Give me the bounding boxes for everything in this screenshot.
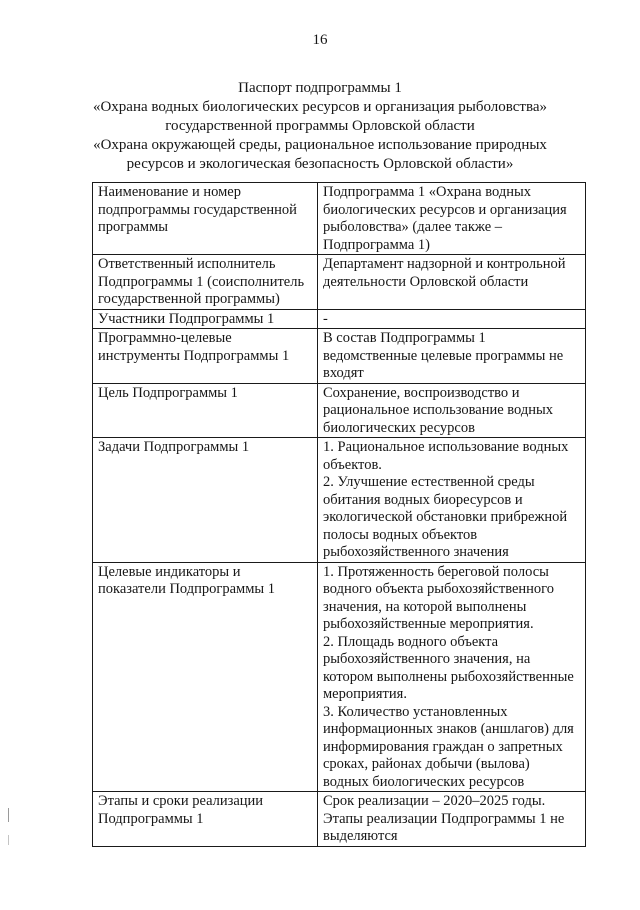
row-value-indicators: 1. Протяженность береговой полосы водного объекта рыбохозяйственного значения, на которой выполнены рыбохозяйственные мероприятия. 2. Площадь водного объекта рыбохозяйственного значения, на котором выполнены рыбохозяйственные мероприятия. 3. Количество установленных информационных знаков (аншлагов) для информирования граждан о запретных сроках, районах добычи (вылова) водных биологических ресурсов: [323, 563, 574, 790]
row-label-instruments: Программно-целевые инструменты Подпрограммы 1: [98, 330, 290, 364]
row-label-name: Наименование и номер подпрограммы государственной программы: [98, 184, 297, 235]
passport-title: [60, 79, 580, 174]
table-row: [93, 255, 586, 310]
row-value-tasks: 1. Рациональное использование водных объектов. 2. Улучшение естественной среды обитания водных биоресурсов и экологической обстановки прибрежной полосы водных объектов рыбохозяйственного значения: [323, 439, 569, 560]
row-value-participants: -: [323, 310, 328, 327]
row-label-cell: [93, 183, 318, 255]
row-label-cell: [93, 562, 318, 792]
row-label-cell: [93, 383, 318, 438]
table-row: [93, 792, 586, 847]
row-label-executor: Ответственный исполнитель Подпрограммы 1 (соисполнитель государственной программы): [98, 256, 305, 307]
title-line-4: «Охрана окружающей среды, рациональное использование природных: [93, 137, 547, 153]
title-line-3: государственной программы Орловской области: [165, 118, 475, 134]
row-value-cell: [318, 183, 586, 255]
title-line-2: «Охрана водных биологических ресурсов и организация рыболовства»: [92, 99, 548, 115]
row-value-stages: Срок реализации – 2020–2025 годы. Этапы реализации Подпрограммы 1 не выделяются: [323, 793, 565, 844]
row-label-tasks: Задачи Подпрограммы 1: [98, 439, 250, 455]
row-label-cell: [93, 309, 318, 329]
row-label-cell: [93, 438, 318, 563]
table-row: [93, 183, 586, 255]
scan-mark: [8, 835, 9, 845]
row-value-cell: [318, 309, 586, 329]
passport-table: [92, 182, 586, 847]
row-label-cell: [93, 255, 318, 310]
row-value-cell: [318, 438, 586, 563]
table-row: [93, 562, 586, 792]
table-row: [93, 438, 586, 563]
row-value-cell: [318, 255, 586, 310]
page-number: 16: [312, 32, 328, 48]
title-line-5: ресурсов и экологическая безопасность Орловской области»: [126, 156, 514, 172]
row-label-cell: [93, 329, 318, 384]
row-label-cell: [93, 792, 318, 847]
row-label-goal: Цель Подпрограммы 1: [98, 384, 238, 401]
row-value-cell: [318, 562, 586, 792]
row-value-cell: [318, 329, 586, 384]
scan-mark: [8, 808, 9, 822]
table-row: [93, 329, 586, 384]
row-value-goal: Сохранение, воспроизводство и рациональное использование водных биологических ресурсов: [323, 384, 554, 436]
title-line-1: Паспорт подпрограммы 1: [238, 80, 402, 96]
table-row: [93, 309, 586, 329]
row-label-participants: Участники Подпрограммы 1: [98, 310, 275, 327]
row-value-cell: [318, 383, 586, 438]
row-value-executor: Департамент надзорной и контрольной деятельности Орловской области: [323, 256, 566, 290]
table-row: [93, 383, 586, 438]
row-value-instruments: В состав Подпрограммы 1 ведомственные целевые программы не входят: [323, 330, 564, 381]
row-label-stages: Этапы и сроки реализации Подпрограммы 1: [98, 793, 264, 827]
row-value-name: Подпрограмма 1 «Охрана водных биологических ресурсов и организация рыболовства» (далее также – Подпрограмма 1): [323, 184, 567, 253]
row-value-cell: [318, 792, 586, 847]
row-label-indicators: Целевые индикаторы и показатели Подпрограммы 1: [98, 563, 275, 597]
